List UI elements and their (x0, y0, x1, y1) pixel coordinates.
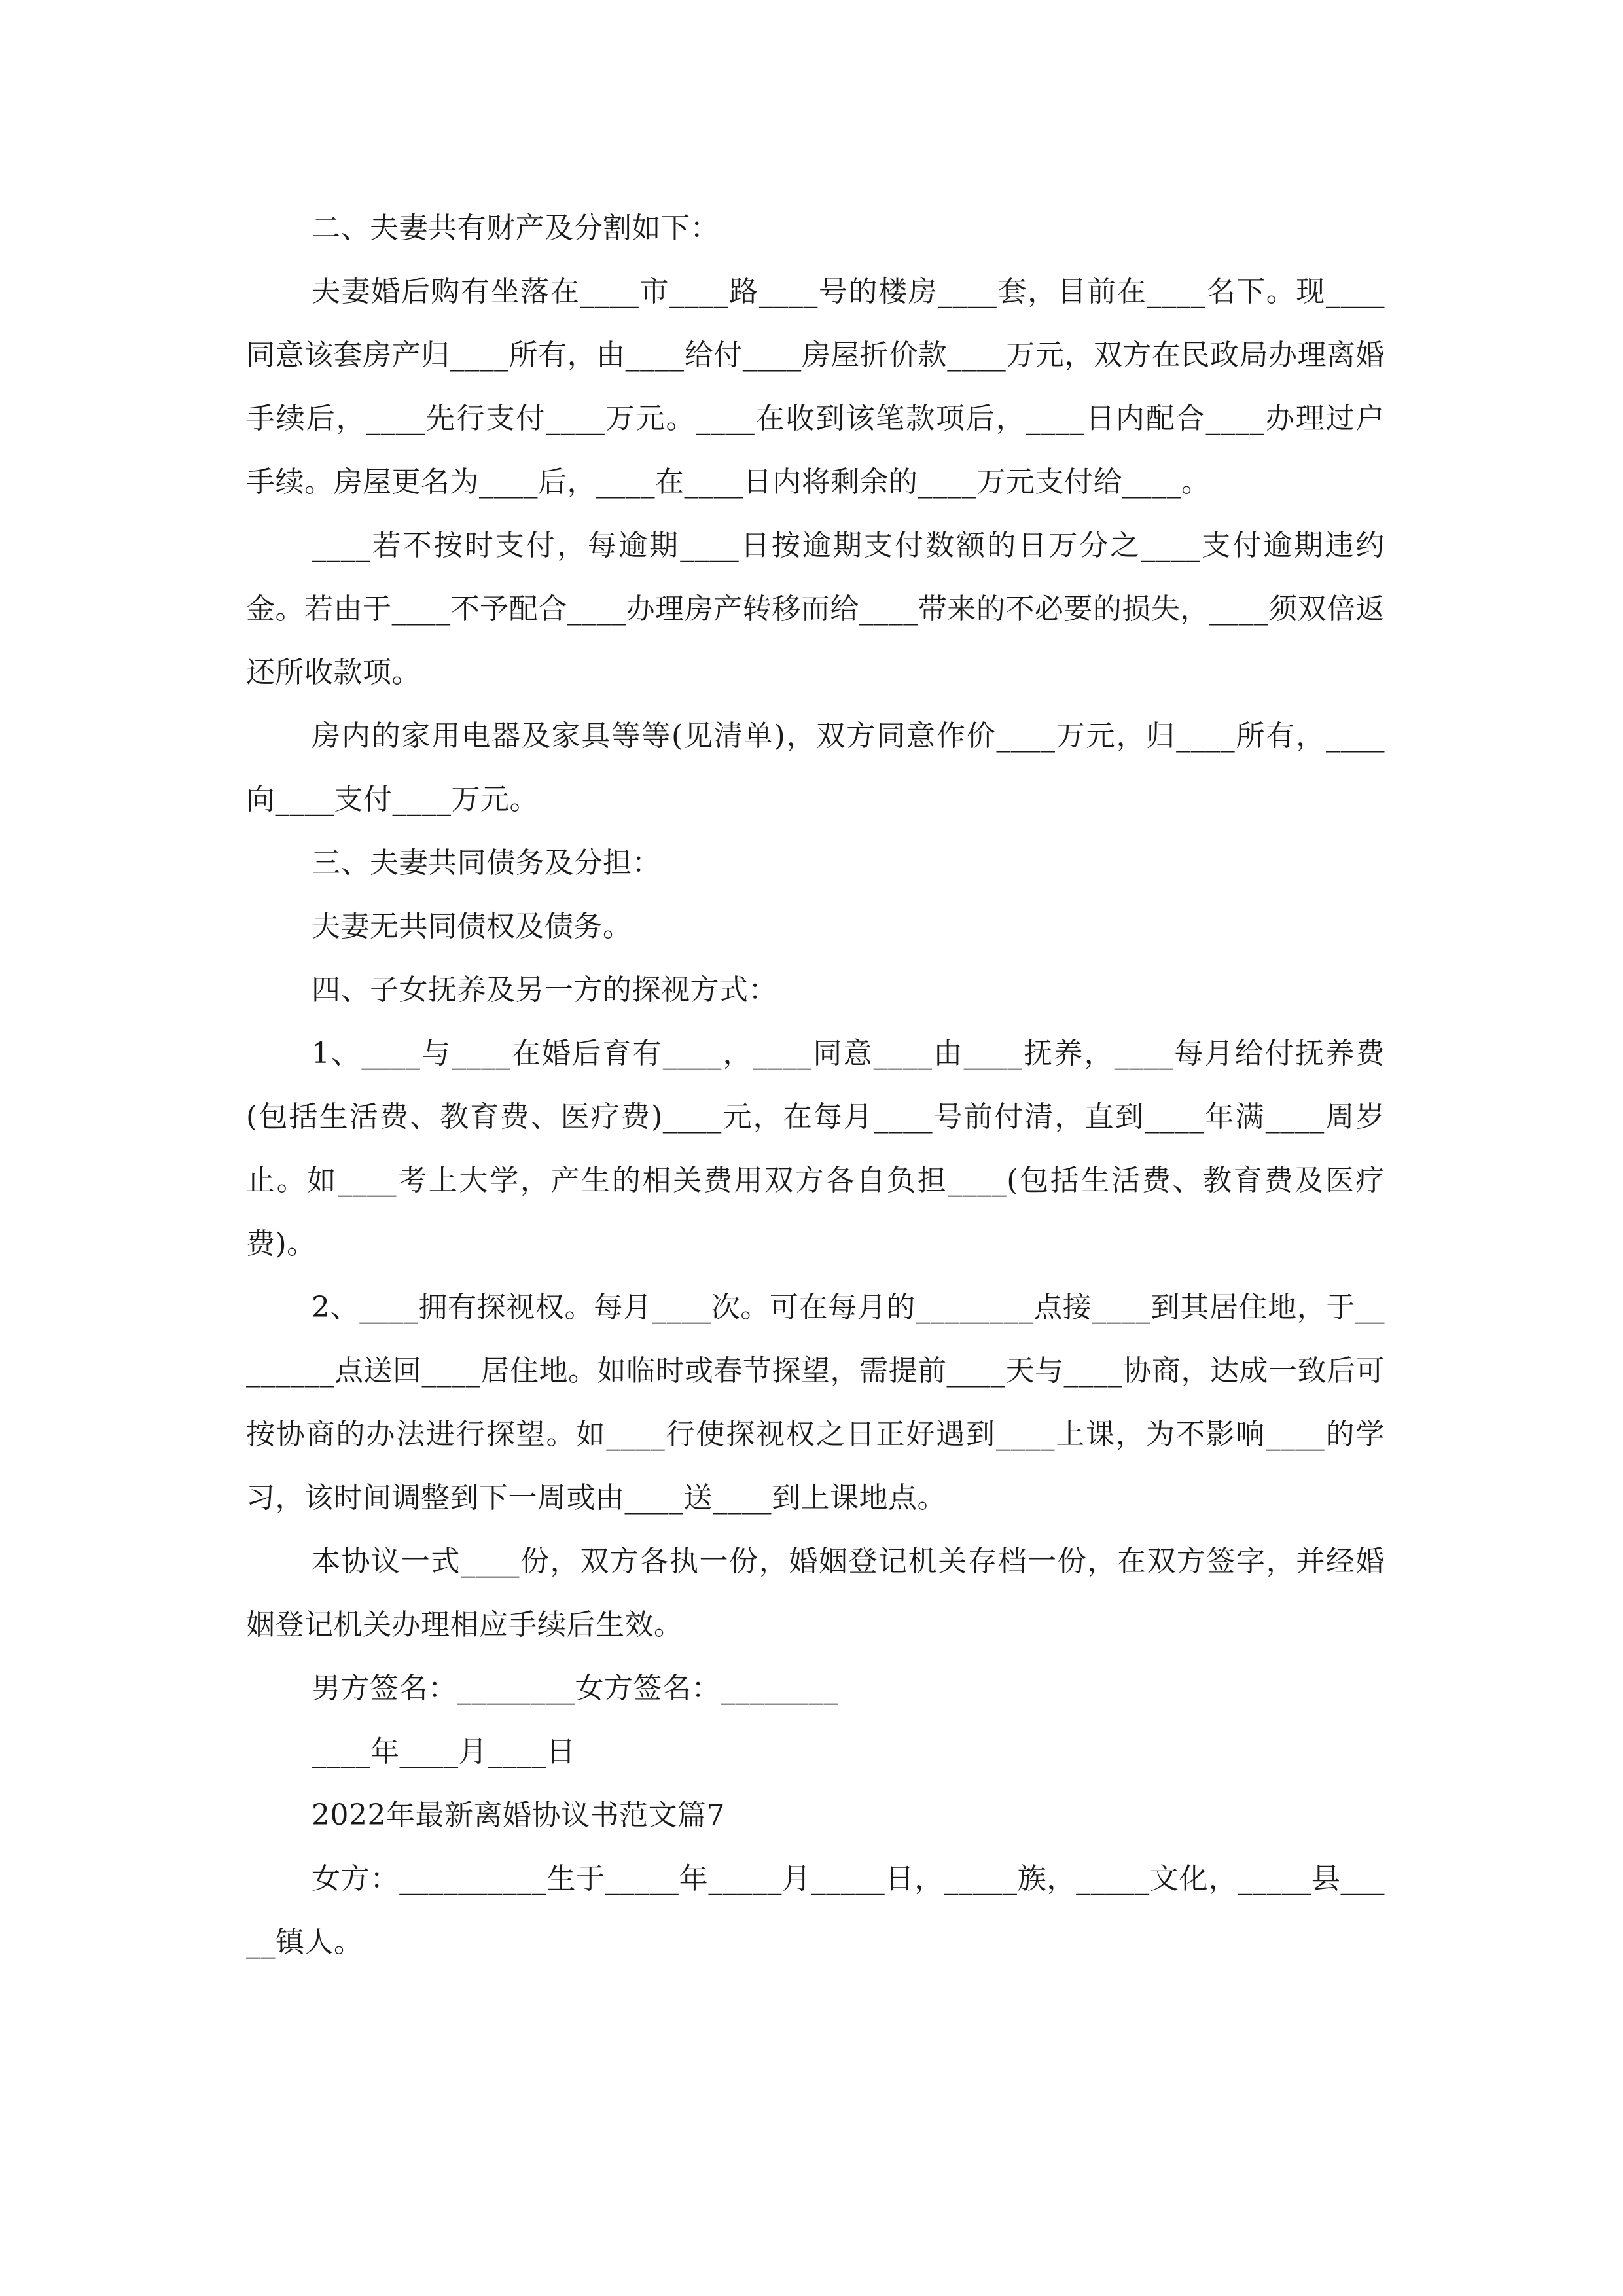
paragraph-child-support: 1、____与____在婚后育有____，____同意____由____抚养，____每月给付抚养费(包括生活费、教育费、医疗费)____元，在每月____号前付清，直到____年满____周岁止。如____考上大学，产生的相关费用双方各自负担____(包括生活费、教育费及医疗费)。 (246, 1037, 1385, 1261)
paragraph-no-debts: 夫妻无共同债权及债务。 (312, 910, 632, 943)
section-heading-property: 二、夫妻共有财产及分割如下： (312, 211, 719, 245)
date-line: ____年____月____日 (312, 1735, 576, 1768)
paragraph-visitation: 2、____拥有探视权。每月____次。可在每月的________点接____到其居住地，于________点送回____居住地。如临时或春节探望，需提前____天与____协商，达成一致后可按协商的办法进行探望。如____行使探视权之日正好遇到____上课，为不影响____的学习，该时间调整到下一周或由____送____到上课地点。 (246, 1291, 1385, 1515)
section-heading-debts: 三、夫妻共同债务及分担： (312, 846, 661, 880)
article-title: 2022年最新离婚协议书范文篇7 (312, 1799, 725, 1832)
signature-line: 男方签名：________女方签名：________ (312, 1672, 838, 1705)
section-heading-children: 四、子女抚养及另一方的探视方式： (312, 973, 777, 1007)
paragraph-house-division: 夫妻婚后购有坐落在____市____路____号的楼房____套，目前在____名下。现____同意该套房产归____所有，由____给付____房屋折价款____万元，双方在民政局办理离婚手续后，____先行支付____万元。____在收到该笔款项后，____日内配合____办理过户手续。房屋更名为____后，____在____日内将剩余的____万元支付给____。 (246, 275, 1385, 499)
paragraph-late-payment: ____若不按时支付，每逾期____日按逾期支付数额的日万分之____支付逾期违约金。若由于____不予配合____办理房产转移而给____带来的不必要的损失，____须双倍返还所收款项。 (246, 529, 1385, 689)
document-body (246, 196, 1385, 1974)
paragraph-appliances: 房内的家用电器及家具等等(见清单)，双方同意作价____万元，归____所有，____向____支付____万元。 (246, 719, 1385, 816)
paragraph-copies: 本协议一式____份，双方各执一份，婚姻登记机关存档一份，在双方签字，并经婚姻登记机关办理相应手续后生效。 (246, 1545, 1385, 1641)
paragraph-female-party: 女方：__________生于_____年_____月_____日，_____族，_____文化，_____县_____镇人。 (246, 1862, 1385, 1959)
